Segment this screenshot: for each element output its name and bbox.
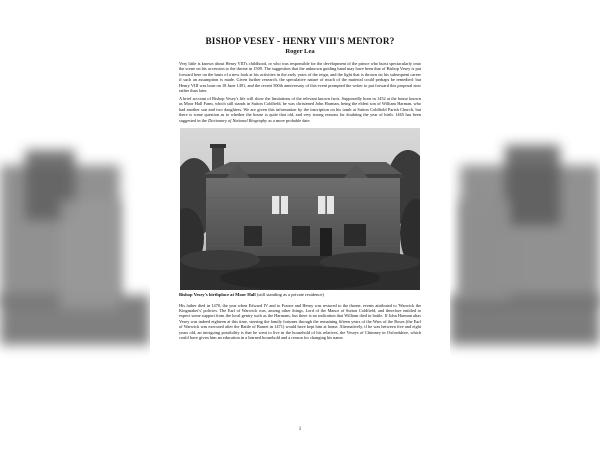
article-author: Roger Lea [285, 48, 315, 55]
caption-bold: Bishop Vesey's birthplace at Moor Hall [179, 292, 256, 298]
dnb-reference: Dictionary of National Biography [208, 117, 268, 123]
paragraph-life-start: A brief account of Bishop Vesey's life will show the limitations of the relevant known facts. Supposedly born in 1452 at the house known as Moor Hall Farm, which still stands in Sutton Coldfield, he was christened John Harman, being the eldest son of William Harman, who had another son and two daughters. We are given this information by the inscription on his tomb at Sutton Coldfield Parish Church, but there is some question as to whether the house is quite that old, and very strong reasons for doubting the year of birth: 1465 has been suggested in the [179, 96, 421, 123]
page-number: 1 [298, 427, 302, 432]
photo-caption [179, 292, 421, 298]
moor-hall-photo [180, 128, 420, 290]
document-page [150, 0, 450, 450]
blurred-background-right [450, 0, 600, 450]
paragraph-father: His father died in 1470, the year when Edward IV and to France and Henry was restored to the throne, events attributed to 'Warwick the Kingmaker's' policies. The Earl of Warwick was, among other things, Lord of the Manor of Sutton Coldfield, and therefore entitled to expect some support from the local gentry such as the Harmans, but there is no indication that William died in battle. If John Harman alias Vesey was indeed eighteen at this time, steering the family fortunes through the remaining fifteen years of the Wars of the Roses (the Earl of Warwick was executed after the Battle of Barnet in 1471) would have kept him at home. Alternatively, if he was between five and eight years old, an intriguing possibility is that he went to live in the household of his relatives, the Veseys of Chimney in Oxfordshire, which could have given him an education in a learned household and a reason for changing his name. [179, 302, 421, 340]
paragraph-intro: Very little is known about Henry VIII's childhood, or who was responsible for the development of the prince who burst spectacularly onto the scene on his accession to the throne in 1509. The suggestion that the unknown guiding hand may have been that of Bishop Vesey is put forward here on the basis of a new look at his activities in the early years of the reign, and the light that is thrown on his subsequent career if such an assumption is made. Given further research, the speculative nature of much of the material could perhaps be remedied: but Henry VIII was born on 18 June 1491, and the recent 500th anniversary of this event prompted the writer to put forward this proposal now rather than later. [179, 61, 421, 94]
blurred-background-left [0, 0, 150, 450]
paragraph-life-end: as a more probable date. [268, 117, 311, 123]
paragraph-life [179, 96, 421, 123]
article-title: BISHOP VESEY - HENRY VIII'S MENTOR? [205, 36, 395, 46]
caption-rest: (still standing as a private residence) [256, 292, 325, 298]
